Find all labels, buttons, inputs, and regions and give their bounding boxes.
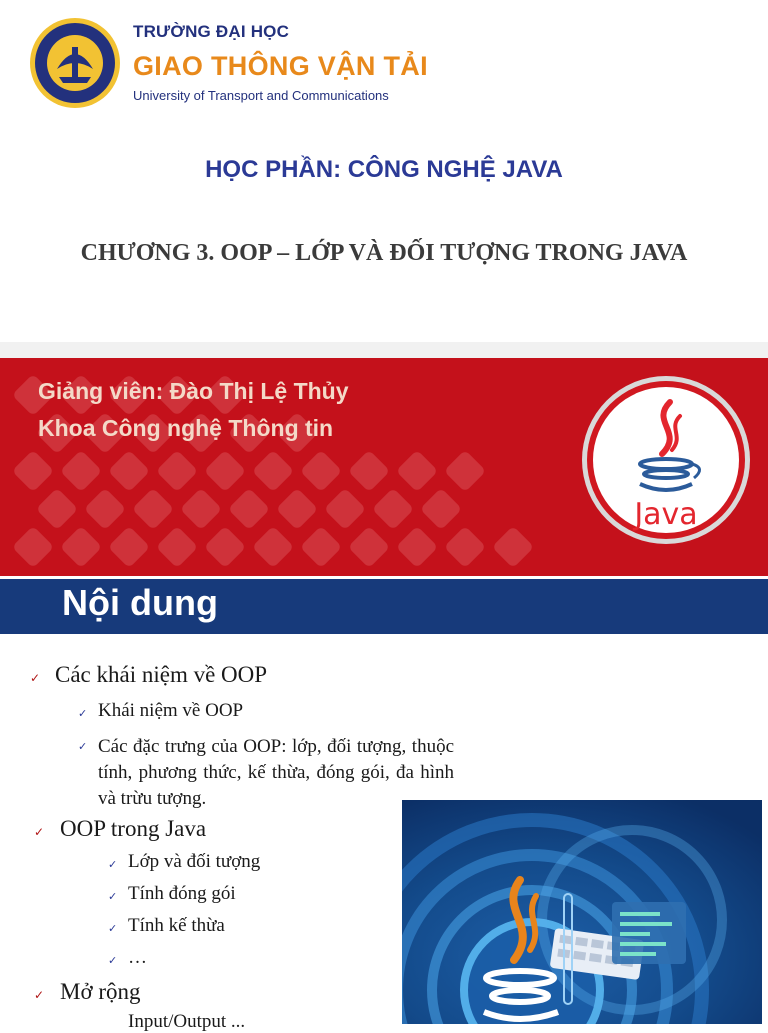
banner-diamond	[60, 450, 102, 492]
university-name-line1: TRƯỜNG ĐẠI HỌC	[133, 22, 290, 41]
checkmark-icon: ✓	[108, 890, 118, 903]
outline-subitem-2-2: Tính đóng gói	[128, 883, 236, 904]
university-name-english: University of Transport and Communications	[133, 88, 389, 103]
banner-diamond	[444, 526, 486, 568]
banner-diamond	[132, 488, 174, 530]
outline-subitem-2-3: Tính kế thừa	[128, 915, 225, 936]
checkmark-icon: ✓	[78, 740, 88, 753]
banner-diamond	[84, 488, 126, 530]
banner-diamond	[252, 450, 294, 492]
banner-diamond	[180, 488, 222, 530]
checkmark-icon: ✓	[34, 825, 45, 839]
java-logo-icon	[580, 374, 752, 546]
university-name-line2: GIAO THÔNG VẬN TẢI	[133, 51, 428, 81]
banner-diamond	[396, 526, 438, 568]
outline-subitem-3-1: Input/Output ...	[128, 1011, 246, 1032]
checkmark-icon: ✓	[108, 858, 118, 871]
banner-diamond	[12, 526, 54, 568]
university-logo-icon	[29, 17, 121, 109]
banner-diamond	[12, 450, 54, 492]
banner-diamond	[348, 450, 390, 492]
section-title: Nội dung	[62, 582, 218, 623]
banner-diamond	[108, 526, 150, 568]
banner-diamond	[372, 488, 414, 530]
outline-item-2: OOP trong Java	[60, 816, 207, 841]
course-title: HỌC PHẦN: CÔNG NGHỆ JAVA	[205, 156, 563, 183]
faculty-name: Khoa Công nghệ Thông tin	[38, 415, 334, 441]
outline-subitem-1-1: Khái niệm về OOP	[98, 700, 244, 721]
outline-subitem-1-2: Các đặc trưng của OOP: lớp, đối tượng, thuộc tính, phương thức, kế thừa, đóng gói, đa hình và trừu tượng.	[98, 736, 454, 809]
banner-diamond	[204, 526, 246, 568]
banner-diamond	[252, 526, 294, 568]
java-logo-label: Java	[634, 497, 698, 532]
outline-subitem-2-4: …	[128, 947, 147, 968]
banner-diamond	[108, 450, 150, 492]
banner-diamond	[204, 450, 246, 492]
checkmark-icon: ✓	[34, 988, 45, 1002]
banner-diamond	[300, 450, 342, 492]
java-coffee-illustration	[402, 800, 762, 1024]
banner-diamond	[324, 488, 366, 530]
checkmark-icon: ✓	[30, 671, 41, 685]
checkmark-icon: ✓	[108, 922, 118, 935]
outline-subitem-2-1: Lớp và đối tượng	[128, 851, 261, 872]
banner-diamond	[228, 488, 270, 530]
banner-diamond	[300, 526, 342, 568]
chapter-title: CHƯƠNG 3. OOP – LỚP VÀ ĐỐI TƯỢNG TRONG JAVA	[80, 240, 688, 266]
banner-diamond	[396, 450, 438, 492]
banner-diamond	[156, 526, 198, 568]
banner-diamond	[156, 450, 198, 492]
banner-diamond	[492, 526, 534, 568]
lecturer-name: Giảng viên: Đào Thị Lệ Thủy	[38, 378, 349, 404]
banner-diamond	[348, 526, 390, 568]
banner-diamond	[36, 488, 78, 530]
outline-item-1: Các khái niệm về OOP	[55, 662, 268, 687]
banner-diamond	[420, 488, 462, 530]
banner-diamond	[276, 488, 318, 530]
banner-diamond	[444, 450, 486, 492]
checkmark-icon: ✓	[108, 954, 118, 967]
banner-diamond	[60, 526, 102, 568]
slide-separator	[0, 342, 768, 358]
outline-item-3: Mở rộng	[60, 979, 141, 1004]
checkmark-icon: ✓	[78, 707, 88, 720]
